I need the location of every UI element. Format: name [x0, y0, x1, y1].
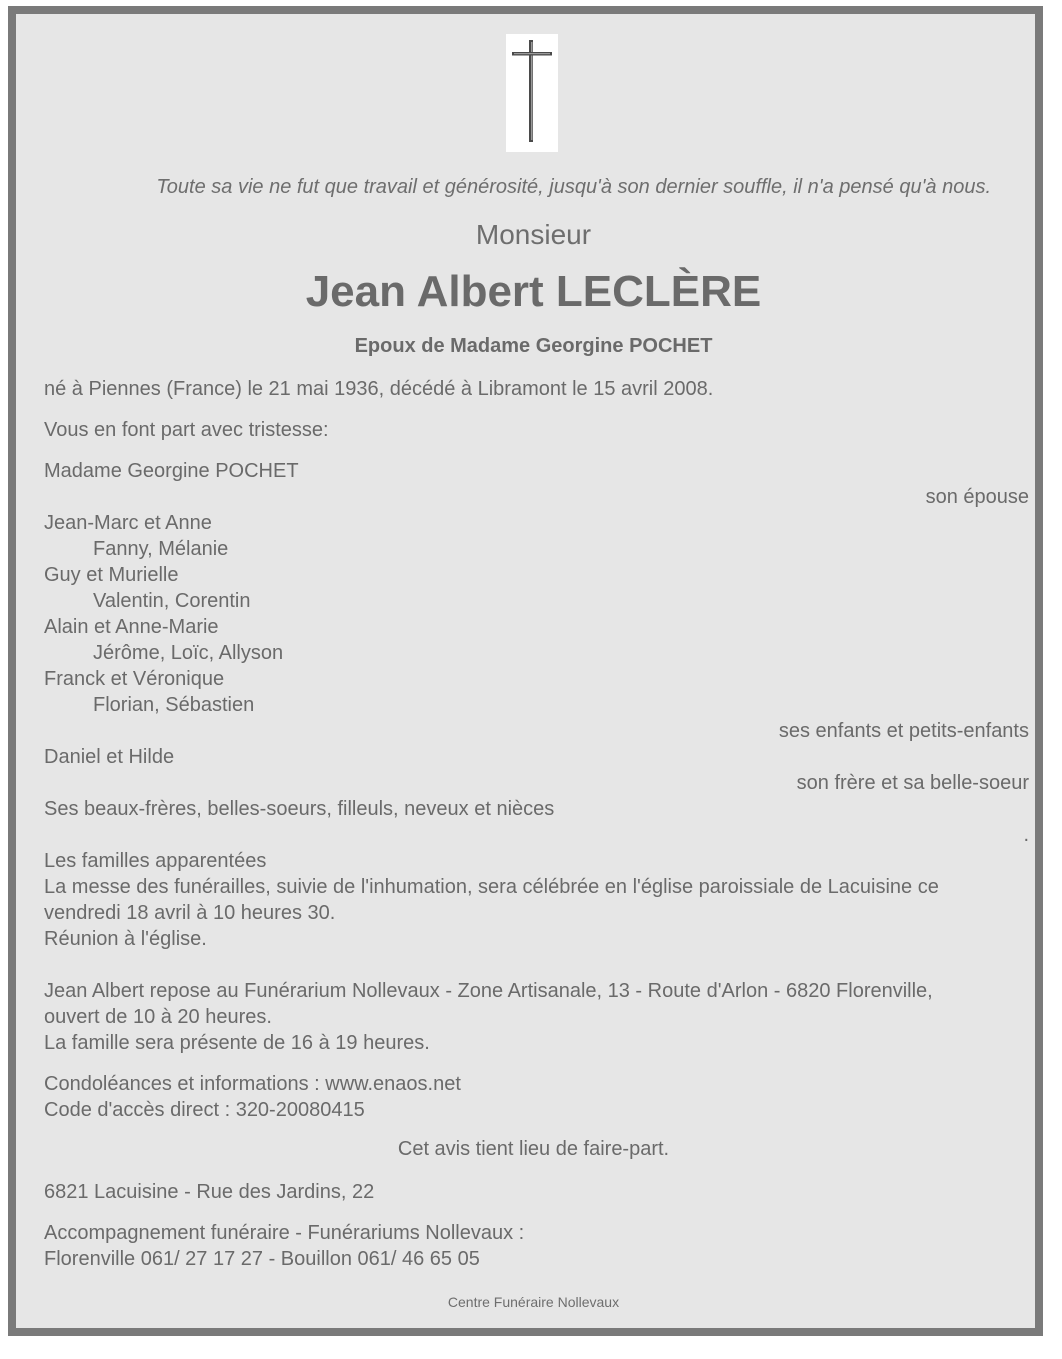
funeral-service-line-2: Florenville 061/ 27 17 27 - Bouillon 061/ 46 65 05 [44, 1248, 480, 1270]
home-address [44, 1179, 1029, 1205]
child-couple: Franck et Véronique [44, 668, 225, 690]
ceremony-line-2: vendredi 18 avril à 10 heures 30. [44, 902, 336, 924]
cross-icon [506, 34, 558, 152]
grandchildren: Jérôme, Loïc, Allyson [93, 642, 284, 664]
rest-line-3: La famille sera présente de 16 à 19 heures. [44, 1032, 430, 1054]
spouse-name: Madame Georgine POCHET [44, 460, 299, 482]
family-list [44, 458, 1029, 952]
spouse-relation: son épouse [925, 486, 1029, 508]
birth-death-line: né à Piennes (France) le 21 mai 1936, décédé à Libramont le 15 avril 2008. [44, 378, 714, 400]
announcement-line: Vous en font part avec tristesse: [44, 419, 329, 441]
obituary-card [8, 6, 1043, 1336]
ceremony-line-3: Réunion à l'église. [44, 928, 207, 950]
rest-line-2: ouvert de 10 à 20 heures. [44, 1006, 272, 1028]
grandchildren: Fanny, Mélanie [93, 538, 229, 560]
funeral-service-line-1: Accompagnement funéraire - Funérariums Nollevaux : [44, 1222, 525, 1244]
footer-credit: Centre Funéraire Nollevaux [447, 1294, 620, 1310]
grandchildren: Valentin, Corentin [93, 590, 251, 612]
children-relation: ses enfants et petits-enfants [778, 720, 1029, 742]
civility-title: Monsieur [475, 219, 592, 250]
condolences-line-1: Condoléances et informations : www.enaos.net [44, 1073, 461, 1095]
birth-death-text [44, 376, 1029, 402]
sibling-relation: son frère et sa belle-soeur [796, 772, 1029, 794]
notice-text: Cet avis tient lieu de faire-part. [397, 1138, 670, 1160]
condolences-line-2: Code d'accès direct : 320-20080415 [44, 1099, 365, 1121]
announcement [44, 417, 1029, 443]
memorial-quote: Toute sa vie ne fut que travail et générosité, jusqu'à son dernier souffle, il n'a pensé qu'à nous. [156, 176, 991, 198]
sibling-name: Daniel et Hilde [44, 746, 175, 768]
child-couple: Jean-Marc et Anne [44, 512, 212, 534]
rest-info [44, 978, 1029, 1056]
child-couple: Alain et Anne-Marie [44, 616, 219, 638]
related-families: Les familles apparentées [44, 850, 267, 872]
condolences-info [44, 1071, 1029, 1123]
spouse-subtitle: Epoux de Madame Georgine POCHET [354, 335, 713, 357]
extended-family-mark: . [1023, 824, 1029, 846]
funeral-service-info [44, 1220, 1029, 1272]
extended-family: Ses beaux-frères, belles-soeurs, filleuls, neveux et nièces [44, 798, 555, 820]
grandchildren: Florian, Sébastien [93, 694, 255, 716]
child-couple: Guy et Murielle [44, 564, 179, 586]
ceremony-line-1: La messe des funérailles, suivie de l'inhumation, sera célébrée en l'église paroissiale de Lacuisine ce [44, 876, 939, 898]
rest-line-1: Jean Albert repose au Funérarium Nollevaux - Zone Artisanale, 13 - Route d'Arlon - 6820 Florenville, [44, 980, 933, 1002]
deceased-name: Jean Albert LECLÈRE [305, 267, 762, 316]
address-line: 6821 Lacuisine - Rue des Jardins, 22 [44, 1181, 375, 1203]
